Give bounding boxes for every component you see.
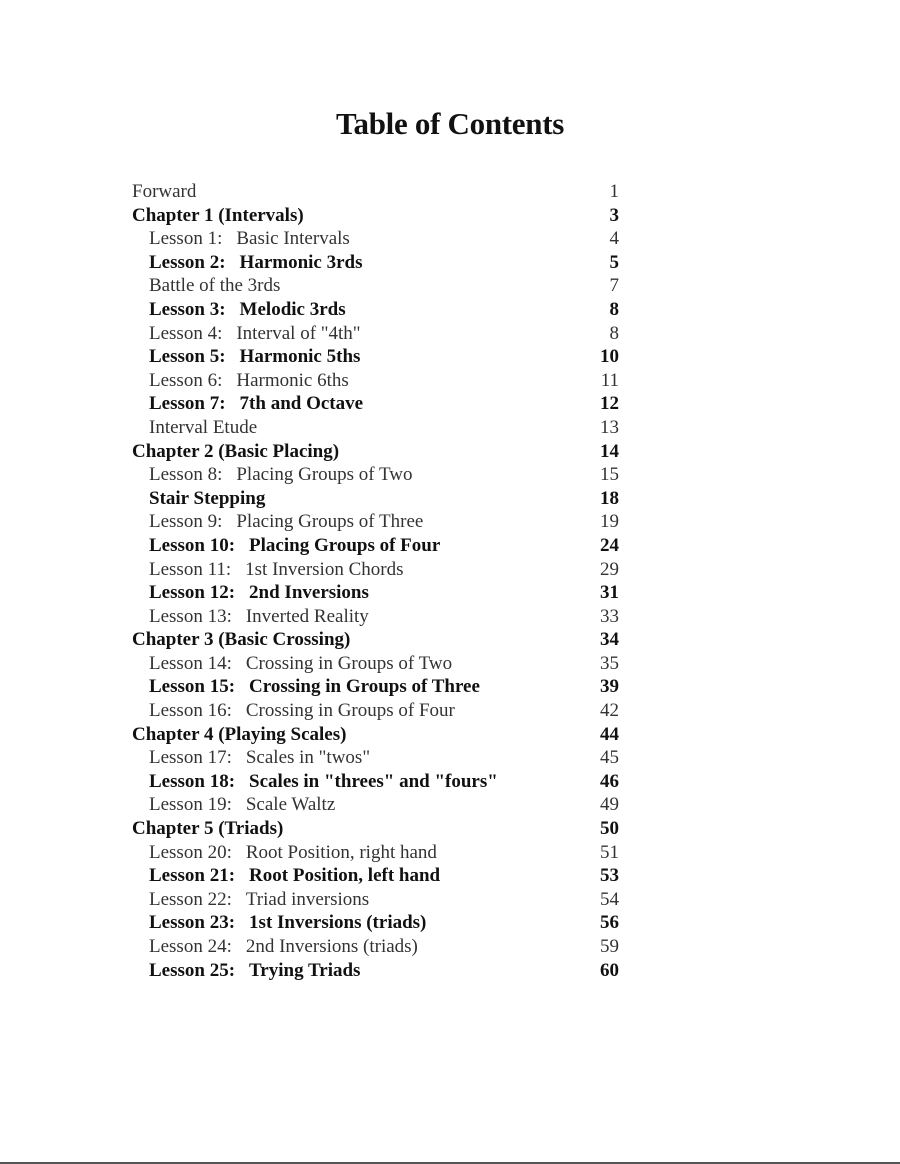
toc-entry[interactable] <box>132 699 632 723</box>
toc-entry-page-number: 29 <box>600 558 619 580</box>
toc-entry-page-number: 33 <box>600 605 619 627</box>
toc-entry-lesson-number: Lesson 10: <box>149 534 236 556</box>
toc-entry-lesson-number: Lesson 3: <box>149 298 226 320</box>
toc-entry-page-number: 59 <box>600 936 619 957</box>
toc-entry[interactable] <box>132 652 632 676</box>
toc-entry-page-number: 12 <box>600 393 619 415</box>
toc-entry-page-number: 8 <box>609 298 619 320</box>
toc-entry-name: 7th and Octave <box>239 393 364 415</box>
toc-entry[interactable] <box>132 935 632 959</box>
toc-entry-name: Basic Intervals <box>236 228 350 250</box>
toc-entry-name: Chapter 1 (Intervals) <box>132 204 304 226</box>
toc-entry-title <box>132 393 363 414</box>
toc-entry-title <box>132 181 196 202</box>
toc-entry-lesson-number: Lesson 6: <box>149 369 223 391</box>
table-of-contents <box>132 180 632 982</box>
toc-entry-page-number: 53 <box>600 865 619 887</box>
toc-entry-page-number: 49 <box>600 794 619 816</box>
toc-entry-title <box>132 275 280 296</box>
toc-entry-page-number: 51 <box>600 841 619 863</box>
toc-entry-name: Melodic 3rds <box>239 298 346 320</box>
toc-entry[interactable] <box>132 510 632 534</box>
toc-entry-page-number: 7 <box>609 275 619 297</box>
toc-entry[interactable] <box>132 322 632 346</box>
toc-entry-title <box>132 299 346 320</box>
toc-entry-title <box>132 936 418 957</box>
toc-entry-lesson-number: Lesson 12: <box>149 582 236 604</box>
toc-entry-name: Placing Groups of Two <box>236 464 413 486</box>
toc-entry-title <box>132 252 363 273</box>
toc-entry[interactable] <box>132 369 632 393</box>
toc-entry-lesson-number: Lesson 5: <box>149 346 226 368</box>
toc-entry-title <box>132 889 369 910</box>
toc-entry-title <box>132 323 361 344</box>
toc-entry-title <box>132 464 413 485</box>
toc-entry-page-number: 54 <box>600 888 619 910</box>
toc-entry[interactable] <box>132 298 632 322</box>
toc-entry-title <box>132 488 265 509</box>
toc-entry[interactable] <box>132 959 632 983</box>
toc-section-entry[interactable] <box>132 440 632 464</box>
toc-section-entry[interactable] <box>132 204 632 228</box>
toc-entry[interactable] <box>132 770 632 794</box>
toc-entry-name: Crossing in Groups of Three <box>249 676 480 698</box>
toc-entry[interactable] <box>132 534 632 558</box>
toc-entry[interactable] <box>132 251 632 275</box>
toc-entry-lesson-number: Lesson 19: <box>149 794 232 816</box>
toc-entry-name: Stair Stepping <box>149 487 266 509</box>
toc-entry-title <box>132 818 283 839</box>
toc-entry-page-number: 14 <box>600 440 619 462</box>
toc-entry-name: Interval Etude <box>149 416 258 438</box>
toc-entry-name: Chapter 5 (Triads) <box>132 818 284 840</box>
toc-entry-page-number: 24 <box>600 534 619 556</box>
toc-entry-name: Chapter 2 (Basic Placing) <box>132 440 340 462</box>
toc-entry-lesson-number: Lesson 24: <box>149 936 232 957</box>
toc-entry-name: Harmonic 6ths <box>236 369 349 391</box>
toc-entry-page-number: 31 <box>600 582 619 604</box>
toc-entry-lesson-number: Lesson 20: <box>149 841 232 863</box>
toc-entry-name: Interval of "4th" <box>236 322 361 344</box>
toc-entry-name: 2nd Inversions <box>249 582 369 604</box>
toc-entry-title <box>132 700 455 721</box>
toc-entry[interactable] <box>132 841 632 865</box>
toc-entry-page-number: 13 <box>600 416 619 438</box>
toc-entry-name: Battle of the 3rds <box>149 275 281 297</box>
toc-entry-name: Root Position, right hand <box>245 841 437 863</box>
toc-entry-page-number: 11 <box>600 369 619 391</box>
toc-entry-page-number: 46 <box>600 770 619 792</box>
toc-entry-title <box>132 747 370 768</box>
toc-entry-name: Placing Groups of Three <box>236 511 424 533</box>
toc-entry-name: Root Position, left hand <box>249 865 441 887</box>
toc-entry-name: Triad inversions <box>245 888 370 910</box>
toc-entry-page-number: 10 <box>600 346 619 368</box>
toc-entry-title <box>132 228 350 249</box>
toc-entry[interactable] <box>132 558 632 582</box>
toc-entry[interactable] <box>132 911 632 935</box>
toc-entry-lesson-number: Lesson 13: <box>149 605 232 627</box>
toc-entry-title <box>132 582 369 603</box>
toc-entry-name: Trying Triads <box>249 959 361 981</box>
toc-entry-title <box>132 960 360 981</box>
toc-entry-name: Chapter 3 (Basic Crossing) <box>132 629 351 651</box>
toc-entry-title <box>132 724 346 745</box>
toc-entry-page-number: 35 <box>600 652 619 674</box>
toc-entry-page-number: 1 <box>609 181 619 202</box>
toc-entry-name: Scales in "threes" and "fours" <box>249 770 498 792</box>
toc-entry-name: Harmonic 5ths <box>239 346 361 368</box>
toc-entry-title <box>132 912 426 933</box>
toc-entry[interactable] <box>132 793 632 817</box>
toc-entry-title <box>132 653 452 674</box>
toc-entry-page-number: 3 <box>609 204 619 226</box>
toc-entry[interactable] <box>132 864 632 888</box>
toc-entry-lesson-number: Lesson 18: <box>149 770 236 792</box>
toc-entry-lesson-number: Lesson 17: <box>149 747 232 769</box>
toc-entry-page-number: 8 <box>609 322 619 344</box>
toc-entry[interactable] <box>132 888 632 912</box>
toc-entry-title <box>132 346 360 367</box>
toc-entry-lesson-number: Lesson 11: <box>149 558 232 580</box>
toc-entry-lesson-number: Lesson 14: <box>149 652 232 674</box>
toc-entry-title <box>132 676 480 697</box>
toc-entry-lesson-number: Lesson 9: <box>149 511 223 533</box>
toc-section-entry[interactable] <box>132 723 632 747</box>
toc-entry-title <box>132 535 440 556</box>
toc-entry-name: Placing Groups of Four <box>249 534 441 556</box>
toc-entry-page-number: 44 <box>600 723 619 745</box>
toc-entry-page-number: 5 <box>609 251 619 273</box>
toc-entry-lesson-number: Lesson 25: <box>149 959 236 981</box>
toc-entry-name: Forward <box>132 181 197 202</box>
toc-section-entry[interactable] <box>132 817 632 841</box>
toc-section-entry[interactable] <box>132 180 632 204</box>
toc-entry-page-number: 45 <box>600 747 619 769</box>
toc-entry[interactable] <box>132 227 632 251</box>
toc-entry-page-number: 15 <box>600 464 619 486</box>
toc-entry[interactable] <box>132 487 632 511</box>
toc-entry-name: Harmonic 3rds <box>239 251 363 273</box>
toc-entry-name: 1st Inversion Chords <box>245 558 404 580</box>
toc-entry-page-number: 60 <box>600 959 619 981</box>
toc-entry-lesson-number: Lesson 22: <box>149 888 232 910</box>
toc-entry-title <box>132 511 423 532</box>
toc-entry-name: Scales in "twos" <box>245 747 371 769</box>
toc-entry-page-number: 42 <box>600 700 619 722</box>
toc-entry[interactable] <box>132 392 632 416</box>
toc-entry-name: 2nd Inversions (triads) <box>245 936 418 957</box>
toc-entry-title <box>132 771 498 792</box>
toc-entry[interactable] <box>132 581 632 605</box>
toc-entry-name: Crossing in Groups of Two <box>245 652 453 674</box>
toc-entry[interactable] <box>132 746 632 770</box>
toc-section-entry[interactable] <box>132 628 632 652</box>
toc-entry-title <box>132 865 440 886</box>
toc-entry-name: Scale Waltz <box>245 794 336 816</box>
toc-entry-page-number: 34 <box>600 629 619 651</box>
toc-entry-title <box>132 606 369 627</box>
toc-entry-title <box>132 629 350 650</box>
toc-entry[interactable] <box>132 463 632 487</box>
toc-entry-lesson-number: Lesson 7: <box>149 393 226 415</box>
toc-entry-title <box>132 205 304 226</box>
toc-entry-name: Crossing in Groups of Four <box>245 700 455 722</box>
toc-entry-title <box>132 441 339 462</box>
toc-entry-title <box>132 417 257 438</box>
toc-entry-lesson-number: Lesson 2: <box>149 251 226 273</box>
toc-entry-page-number: 4 <box>609 228 619 250</box>
toc-entry-lesson-number: Lesson 4: <box>149 322 223 344</box>
toc-entry-lesson-number: Lesson 1: <box>149 228 223 250</box>
toc-entry-page-number: 56 <box>600 912 619 934</box>
toc-entry-name: 1st Inversions (triads) <box>249 912 427 934</box>
toc-entry-lesson-number: Lesson 8: <box>149 464 223 486</box>
toc-entry-title <box>132 794 335 815</box>
toc-entry-page-number: 39 <box>600 676 619 698</box>
toc-entry[interactable] <box>132 675 632 699</box>
toc-entry-page-number: 19 <box>600 511 619 533</box>
toc-entry-page-number: 50 <box>600 818 619 840</box>
toc-entry-title <box>132 842 437 863</box>
toc-entry-lesson-number: Lesson 16: <box>149 700 232 722</box>
toc-entry[interactable] <box>132 416 632 440</box>
toc-entry-lesson-number: Lesson 15: <box>149 676 236 698</box>
toc-entry[interactable] <box>132 345 632 369</box>
toc-entry-lesson-number: Lesson 21: <box>149 865 236 887</box>
toc-entry-lesson-number: Lesson 23: <box>149 912 236 934</box>
toc-entry[interactable] <box>132 274 632 298</box>
toc-entry-name: Chapter 4 (Playing Scales) <box>132 723 347 745</box>
toc-entry[interactable] <box>132 605 632 629</box>
toc-entry-title <box>132 559 403 580</box>
page-title: Table of Contents <box>335 106 564 141</box>
toc-entry-title <box>132 370 349 391</box>
toc-entry-page-number: 18 <box>600 487 619 509</box>
toc-entry-name: Inverted Reality <box>245 605 369 627</box>
